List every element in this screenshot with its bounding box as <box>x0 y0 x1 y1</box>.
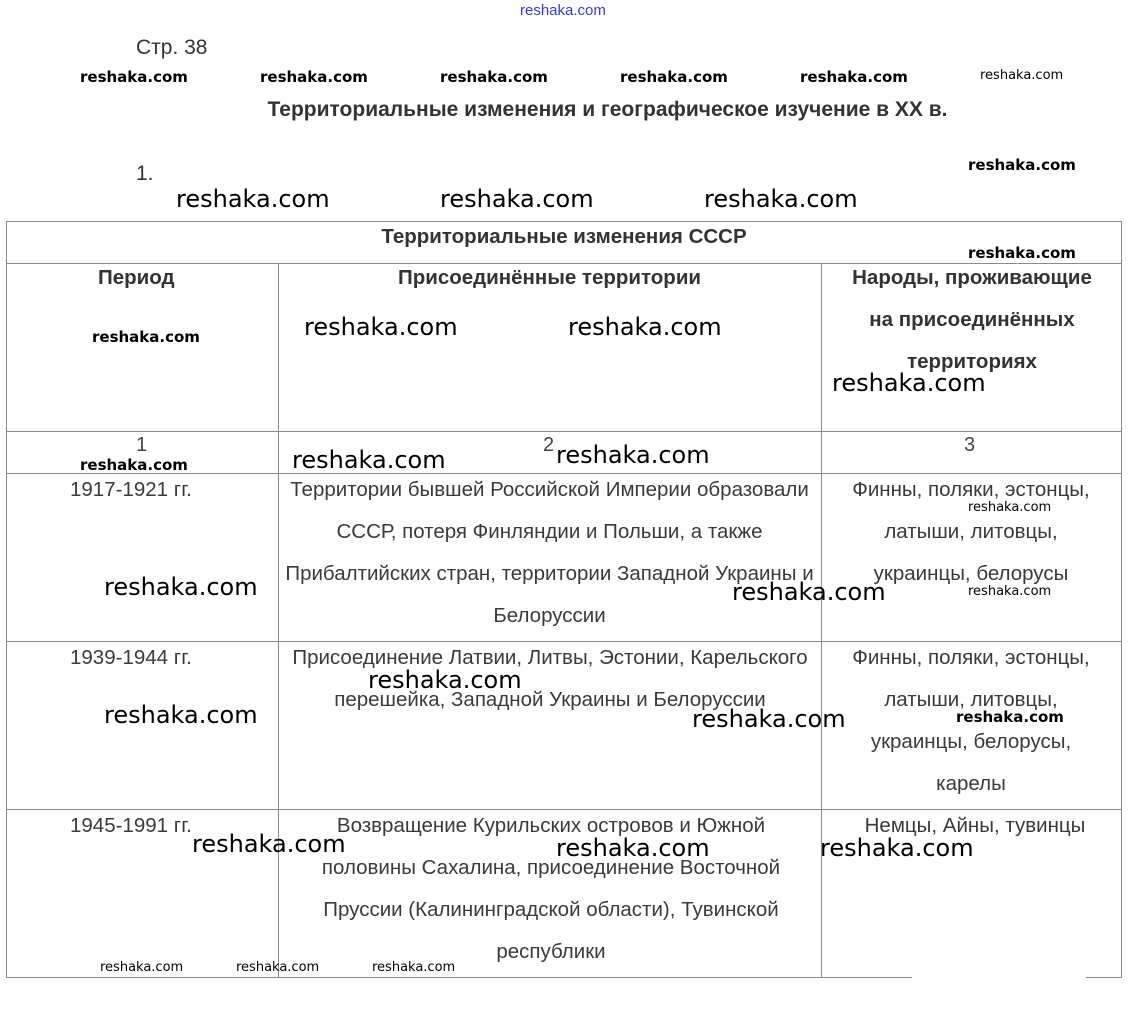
watermark: reshaka.com <box>368 666 522 694</box>
watermark: reshaka.com <box>80 456 188 474</box>
watermark: reshaka.com <box>304 313 458 341</box>
column-header-territories: Присоединённые территории <box>397 266 702 289</box>
watermark: reshaka.com <box>260 68 368 86</box>
task-number: 1. <box>136 162 154 185</box>
column-number: 3 <box>964 434 976 456</box>
table-cell-period: 1939-1944 гг. <box>70 646 192 669</box>
watermark: reshaka.com <box>292 446 446 474</box>
watermark: reshaka.com <box>372 960 456 975</box>
watermark: reshaka.com <box>568 313 722 341</box>
watermark: reshaka.com <box>800 68 908 86</box>
watermark: reshaka.com <box>100 960 184 975</box>
watermark: reshaka.com <box>80 68 188 86</box>
watermark: reshaka.com <box>956 708 1064 726</box>
watermark: reshaka.com <box>620 68 728 86</box>
table-cell-territories: Территории бывшей Российской Империи образовали СССР, потеря Финляндии и Польши, а также Прибалтийских стран, территории Западной Украины и Белоруссии <box>285 478 814 627</box>
watermark: reshaka.com <box>192 830 346 858</box>
watermark: reshaka.com <box>692 705 846 733</box>
watermark: reshaka.com <box>832 369 986 397</box>
watermark: reshaka.com <box>440 68 548 86</box>
watermark: reshaka.com <box>968 156 1076 174</box>
watermark: reshaka.com <box>704 185 858 213</box>
watermark: reshaka.com <box>556 441 710 469</box>
table-title: Территориальные изменения СССР <box>381 225 747 248</box>
watermark: reshaka.com <box>968 244 1076 262</box>
watermark: reshaka.com <box>820 834 974 862</box>
watermark: reshaka.com <box>440 185 594 213</box>
column-header-period: Период <box>98 266 175 289</box>
column-header-peoples: Народы, проживающие на присоединённых территориях <box>852 266 1092 373</box>
watermark: reshaka.com <box>104 701 258 729</box>
page-label: Стр. 38 <box>136 36 208 59</box>
watermark: reshaka.com <box>176 185 330 213</box>
watermark: reshaka.com <box>732 578 886 606</box>
column-number: 2 <box>543 434 555 456</box>
site-link-top[interactable]: reshaka.com <box>520 2 606 19</box>
table-cell-peoples: Финны, поляки, эстонцы, латыши, литовцы, украинцы, белорусы <box>852 478 1090 585</box>
section-heading: Территориальные изменения и географическое изучение в XX в. <box>267 98 948 121</box>
watermark: reshaka.com <box>236 960 320 975</box>
watermark: reshaka.com <box>968 584 1052 599</box>
column-number: 1 <box>136 434 148 456</box>
watermark: reshaka.com <box>556 834 710 862</box>
table-cell-peoples: Финны, поляки, эстонцы, латыши, литовцы, украинцы, белорусы, карелы <box>852 646 1090 795</box>
watermark: reshaka.com <box>92 328 200 346</box>
watermark: reshaka.com <box>980 68 1064 83</box>
table-cell-period: 1945-1991 гг. <box>70 814 192 837</box>
table-cell-peoples: Немцы, Айны, тувинцы <box>864 814 1086 837</box>
table-cell-territories: Присоединение Латвии, Литвы, Эстонии, Карельского перешейка, Западной Украины и Белоруссии <box>292 646 808 711</box>
watermark: reshaka.com <box>968 500 1052 515</box>
table-cell-period: 1917-1921 гг. <box>70 478 192 501</box>
table-cell-territories: Возвращение Курильских островов и Южной половины Сахалина, присоединение Восточной Пруссии (Калининградской области), Тувинской республики <box>321 814 781 963</box>
watermark: reshaka.com <box>104 573 258 601</box>
